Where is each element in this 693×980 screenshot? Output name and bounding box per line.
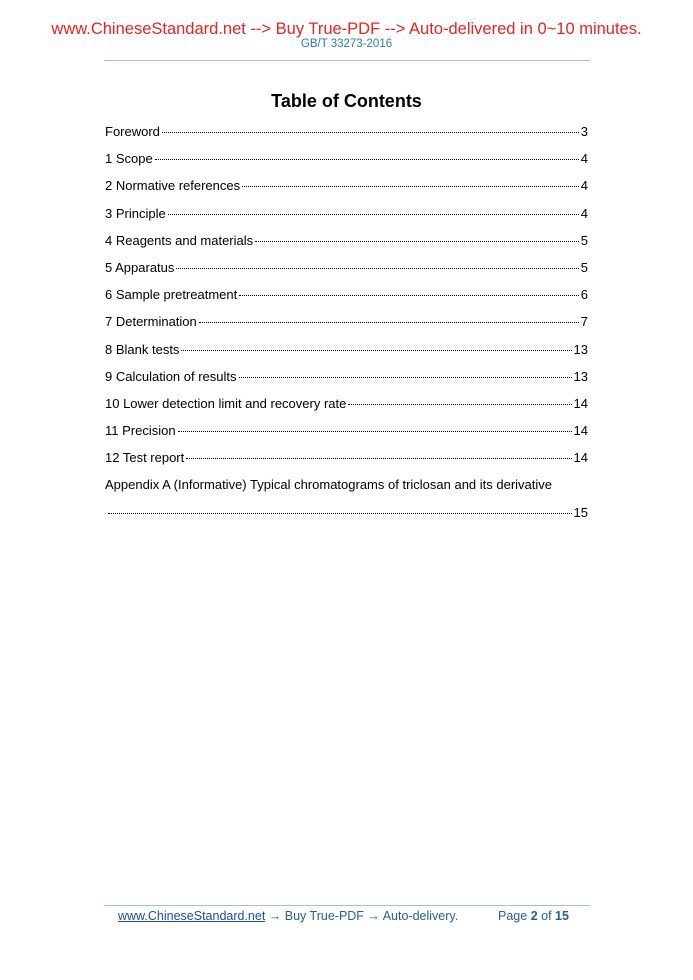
toc-entry-label: 12 Test report [105, 450, 185, 466]
toc-entry-detection-limit[interactable] [105, 394, 588, 421]
toc-entry-label: 3 Principle [105, 205, 166, 221]
toc-entry-label: 5 Apparatus [105, 259, 175, 275]
toc-entry-page: 14 [573, 423, 588, 439]
toc-entry-page: 14 [573, 450, 588, 466]
toc-entry-label: 11 Precision [105, 423, 176, 439]
dot-leader [199, 321, 579, 323]
dot-leader [348, 403, 571, 405]
toc-entry-label: 10 Lower detection limit and recovery rate [105, 395, 347, 411]
toc-entry-page: 15 [573, 504, 588, 520]
document-code: GB/T 33273-2016 [300, 38, 393, 50]
toc-entry-label: 2 Normative references [105, 178, 241, 194]
table-of-contents [105, 122, 588, 530]
toc-entry-page: 4 [580, 205, 588, 221]
toc-entry-page: 13 [573, 368, 588, 384]
toc-entry-appendix-a[interactable] [105, 475, 588, 502]
toc-entry-page: 6 [580, 287, 588, 303]
toc-entry-label: 1 Scope [105, 151, 153, 167]
dot-leader [178, 430, 572, 432]
toc-entry-test-report[interactable] [105, 448, 588, 475]
toc-entry-appendix-a-continuation[interactable] [105, 503, 588, 530]
toc-entry-page: 4 [580, 178, 588, 194]
toc-entry-page: 3 [580, 124, 588, 139]
current-page-number: 2 [530, 909, 538, 923]
page-footer [118, 908, 588, 924]
toc-entry-page: 14 [573, 395, 588, 411]
toc-entry-label: 9 Calculation of results [105, 368, 237, 384]
page-indicator [498, 908, 569, 924]
toc-entry-apparatus[interactable] [105, 258, 588, 285]
dot-leader [242, 185, 579, 187]
of-label: of [541, 909, 552, 923]
footer-website-link[interactable]: www.ChineseStandard.net [118, 909, 266, 923]
total-pages-number: 15 [555, 909, 569, 923]
toc-entry-label: 7 Determination [105, 314, 197, 330]
dot-leader [176, 267, 578, 269]
toc-entry-foreword[interactable] [105, 122, 588, 149]
toc-entry-label: 8 Blank tests [105, 341, 180, 357]
toc-entry-page: 4 [580, 151, 588, 167]
dot-leader [239, 294, 579, 296]
dot-leader [186, 457, 571, 459]
toc-title: Table of Contents [271, 91, 422, 111]
toc-entry-calculation[interactable] [105, 367, 588, 394]
toc-entry-scope[interactable] [105, 149, 588, 176]
dot-leader [181, 349, 571, 351]
promo-banner[interactable]: www.ChineseStandard.net --> Buy True-PDF --> Auto-delivered in 0~10 minutes. [51, 20, 642, 38]
toc-entry-reagents[interactable] [105, 231, 588, 258]
toc-entry-page: 7 [580, 314, 588, 330]
footer-divider [104, 905, 590, 906]
toc-entry-page: 5 [580, 232, 588, 248]
header-divider [104, 60, 590, 61]
dot-leader [255, 240, 579, 242]
toc-entry-label: 4 Reagents and materials [105, 232, 254, 248]
footer-delivery-text: → Buy True-PDF → Auto-delivery. [265, 909, 459, 923]
toc-entry-determination[interactable] [105, 312, 588, 339]
toc-entry-sample-pretreatment[interactable] [105, 285, 588, 312]
toc-entry-label: Foreword [105, 124, 160, 139]
dot-leader [239, 376, 572, 378]
toc-entry-label: 6 Sample pretreatment [105, 287, 238, 303]
toc-entry-page: 13 [573, 341, 588, 357]
toc-entry-blank-tests[interactable] [105, 340, 588, 367]
dot-leader [168, 213, 579, 215]
toc-entry-precision[interactable] [105, 421, 588, 448]
dot-leader [155, 158, 579, 160]
toc-entry-principle[interactable] [105, 204, 588, 231]
toc-entry-normative-references[interactable] [105, 176, 588, 203]
page-label: Page [498, 909, 528, 923]
toc-entry-page: 5 [580, 259, 588, 275]
dot-leader [162, 131, 579, 133]
toc-entry-label: Appendix A (Informative) Typical chromatograms of triclosan and its derivative [105, 477, 553, 493]
dot-leader [108, 512, 572, 514]
